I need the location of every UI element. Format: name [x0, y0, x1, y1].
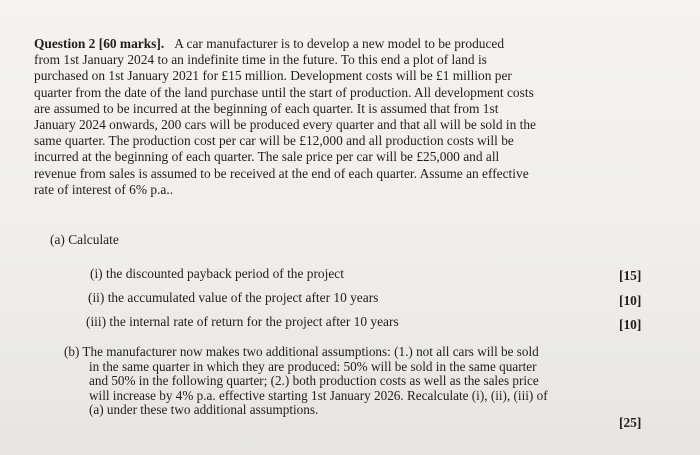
question-text-5: January 2024 onwards, 200 cars will be produced every quarter and that all will be sold in the: [34, 117, 537, 133]
question-text-0: A car manufacturer is to develop a new model to be produced: [174, 36, 505, 51]
part-a-item-ii-marks: [10]: [619, 293, 642, 308]
question-text-3: quarter from the date of the land purchase until the start of production. All development costs: [34, 84, 534, 100]
question-text-8: revenue from sales is assumed to be received at the end of each quarter. Assume an effective: [34, 165, 529, 181]
question-text-4: are assumed to be incurred at the beginning of each quarter. It is assumed that from 1st: [34, 100, 499, 116]
part-b-line-0: (b) The manufacturer now makes two additional assumptions: (1.) not all cars will be sold: [64, 344, 539, 359]
question-text-9: rate of interest of 6% p.a..: [34, 181, 174, 197]
part-b-line-2: and 50% in the following quarter; (2.) both production costs as well as the sales price: [89, 373, 539, 389]
question-text-1: from 1st January 2024 to an indefinite time in the future. To this end a plot of land is: [34, 52, 487, 68]
part-b-line-3: will increase by 4% p.a. effective starting 1st January 2026. Recalculate (i), (ii), (iii) of: [89, 387, 548, 403]
part-a-item-iii: (iii) the internal rate of return for the project after 10 years: [86, 314, 399, 329]
question-text-6: same quarter. The production cost per car will be £12,000 and all production costs will be: [34, 133, 514, 149]
part-a-item-i-marks: [15]: [619, 268, 642, 283]
question-text-7: incurred at the beginning of each quarter. The sale price per car will be £25,000 and all: [34, 149, 500, 165]
part-a-label: (a) Calculate: [50, 232, 119, 247]
part-b-line-1: in the same quarter in which they are produced: 50% will be sold in the same quarter: [89, 358, 537, 374]
part-a-item-ii: (ii) the accumulated value of the project after 10 years: [88, 290, 379, 305]
question-text-2: purchased on 1st January 2021 for £15 million. Development costs will be £1 million per: [34, 68, 512, 84]
part-b-paragraph: [64, 345, 644, 418]
part-a-item-iii-marks: [10]: [619, 317, 642, 332]
question-line-1: [34, 36, 634, 52]
part-b-line-4: (a) under these two additional assumptions.: [89, 402, 319, 418]
part-b-marks: [25]: [619, 415, 642, 430]
question-heading: Question 2 [60 marks].: [34, 36, 165, 51]
part-a-item-i: (i) the discounted payback period of the project: [90, 266, 344, 281]
question-paragraph: [34, 36, 634, 198]
